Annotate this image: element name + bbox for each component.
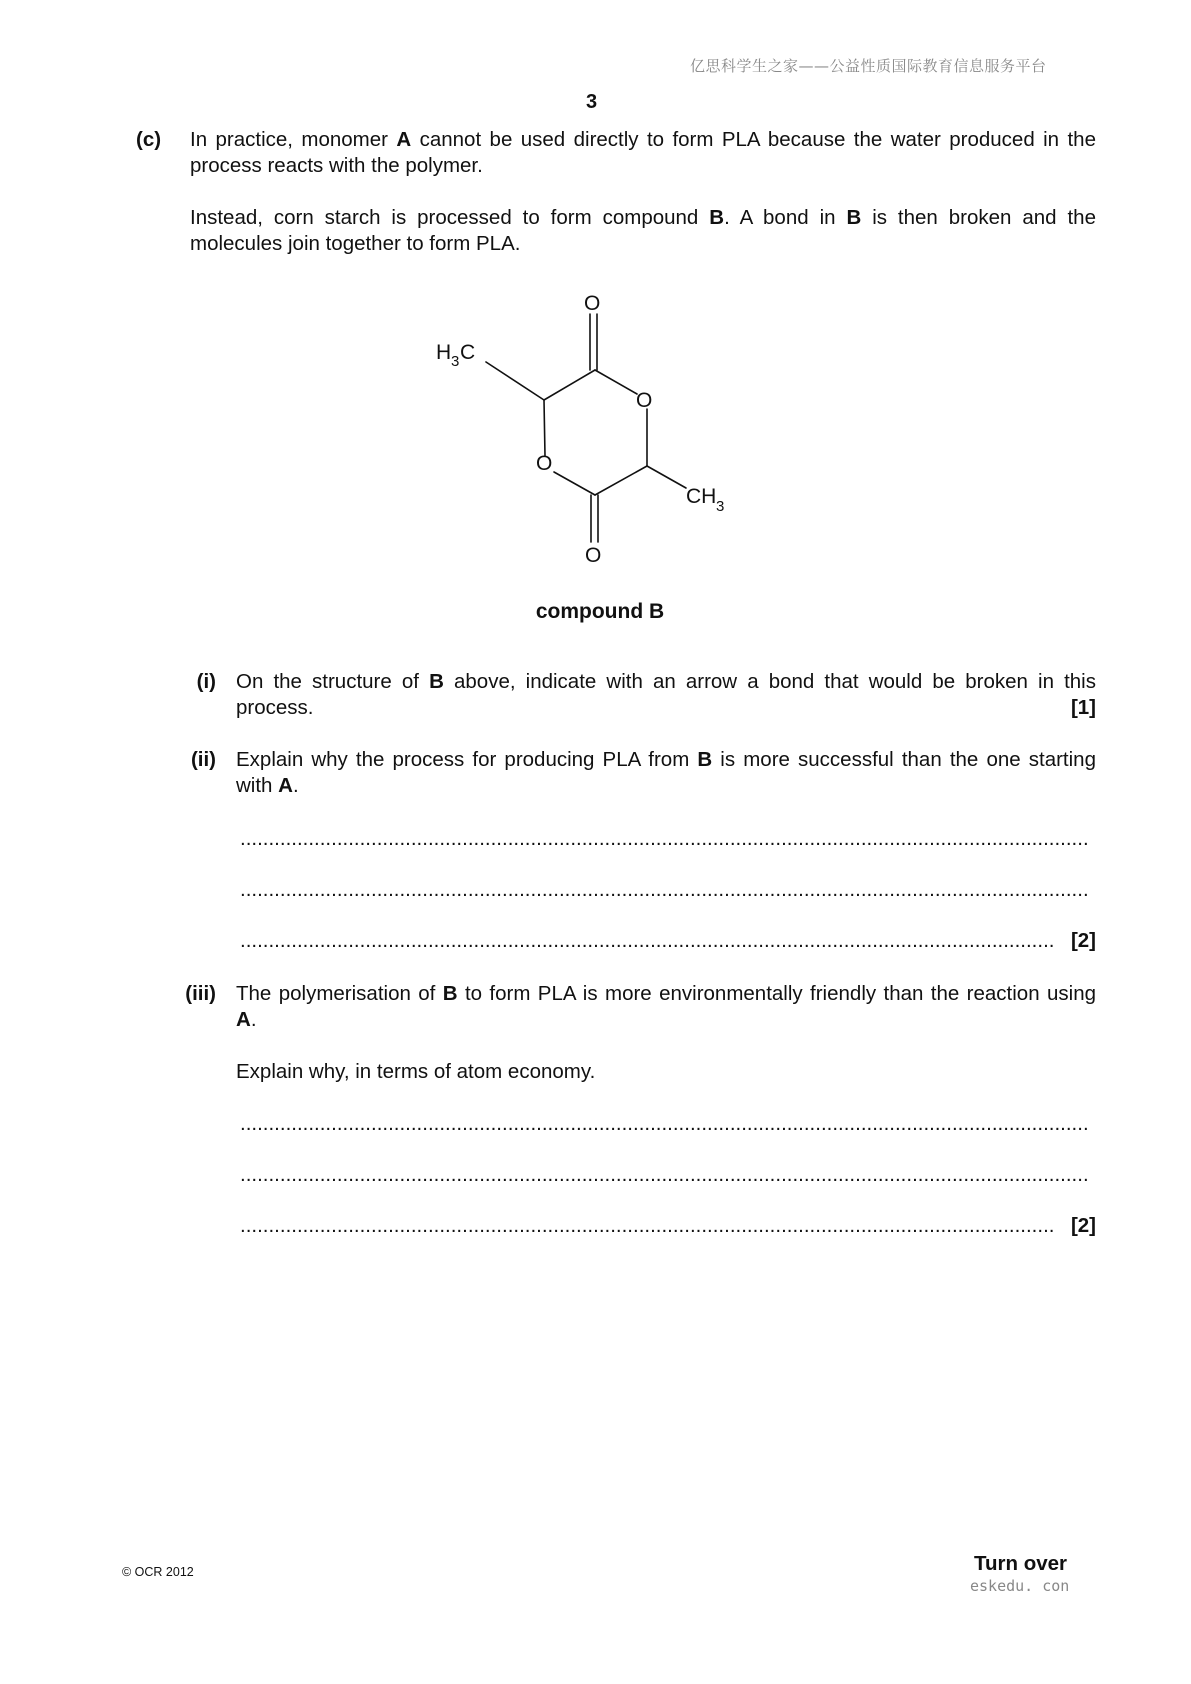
bond-ch-h3c xyxy=(486,362,544,400)
compound-b-structure xyxy=(420,290,760,570)
atom-h3c-c: C xyxy=(460,341,476,364)
question-ii-text: Explain why the process for producing PLA from B is more successful than the one starting with A. xyxy=(236,748,1096,797)
compound-b-caption: compound B xyxy=(535,600,665,623)
question-ii-mark: [2] xyxy=(1070,929,1096,952)
bond-ch-c-bottom xyxy=(595,466,647,495)
answer-line-ii-1[interactable]: ..................................................................................................................................................... xyxy=(240,827,1089,850)
question-i-mark: [1] xyxy=(1070,696,1096,719)
footer-watermark: eskedu. con xyxy=(970,1577,1070,1595)
atom-h3c-sub: 3 xyxy=(451,353,460,370)
question-i-text xyxy=(236,669,1096,721)
bond-c-o-left xyxy=(554,472,595,495)
bond-c-o-right xyxy=(595,370,637,394)
answer-line-iii-1[interactable]: ..................................................................................................................................................... xyxy=(240,1112,1089,1135)
bond-ch-c-top xyxy=(544,370,595,400)
question-iii-instruction: Explain why, in terms of atom economy. xyxy=(236,1060,596,1083)
answer-line-ii-3[interactable] xyxy=(240,928,1096,954)
question-ii-label: (ii) xyxy=(190,748,216,771)
header-watermark: 亿思科学生之家——公益性质国际教育信息服务平台 xyxy=(690,57,1047,75)
atom-o-ring-left: O xyxy=(536,452,553,475)
part-c-label: (c) xyxy=(136,128,162,151)
part-c-intro: In practice, monomer A cannot be used directly to form PLA because the water produced in the process reacts with the polymer. xyxy=(190,128,1096,177)
atom-ch3-sub: 3 xyxy=(716,498,725,515)
answer-line-ii-3-dots: ............................................................................................................................................... xyxy=(240,929,1055,952)
question-i-label: (i) xyxy=(196,670,216,693)
atom-o-ring-right: O xyxy=(636,389,653,412)
answer-line-iii-3-dots: ............................................................................................................................................... xyxy=(240,1214,1055,1237)
atom-o-top: O xyxy=(584,292,601,315)
bond-ch-ch3 xyxy=(647,466,686,488)
part-c-instead: Instead, corn starch is processed to form compound B. A bond in B is then broken and the molecules join together to form PLA. xyxy=(190,206,1096,255)
footer-copyright: © OCR 2012 xyxy=(122,1565,194,1579)
question-iii-mark: [2] xyxy=(1070,1214,1096,1237)
atom-h3c-h: H xyxy=(436,341,452,364)
answer-line-ii-2[interactable]: ..................................................................................................................................................... xyxy=(240,878,1089,901)
question-iii-label: (iii) xyxy=(185,982,216,1005)
footer-turn-over: Turn over xyxy=(974,1552,1068,1575)
question-i-body: On the structure of B above, indicate with an arrow a bond that would be broken in this process. xyxy=(236,670,1096,719)
answer-line-iii-3[interactable] xyxy=(240,1213,1096,1239)
question-iii-text: The polymerisation of B to form PLA is more environmentally friendly than the reaction using A. xyxy=(236,982,1096,1031)
atom-o-bottom: O xyxy=(585,544,602,567)
atom-ch3-ch: CH xyxy=(686,485,717,508)
bond-o-ch-left xyxy=(544,400,545,456)
page-number: 3 xyxy=(586,91,598,113)
answer-line-iii-2[interactable]: ..................................................................................................................................................... xyxy=(240,1163,1089,1186)
